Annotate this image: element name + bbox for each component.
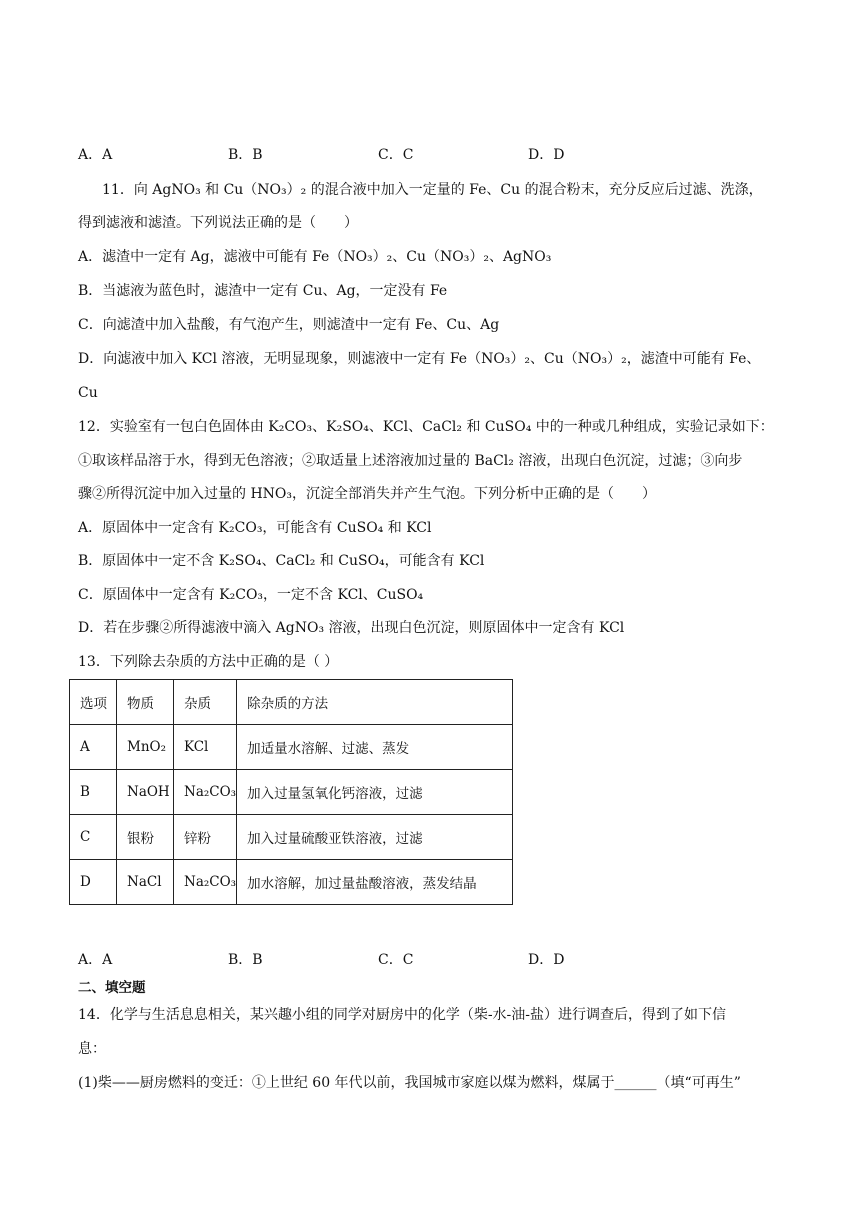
table-row xyxy=(70,815,513,860)
q14-stem-line1: 14．化学与生活息息相关，某兴趣小组的同学对厨房中的化学（柴-水-油-盐）进行调查后，得到了如下信 xyxy=(78,1007,727,1023)
table-cell: 加适量水溶解、过滤、蒸发 xyxy=(237,725,513,770)
table-cell: KCl xyxy=(174,725,237,770)
q12-stem-line1: 12．实验室有一包白色固体由 K₂CO₃、K₂SO₄、KCl、CaCl₂ 和 CuSO₄ 中的一种或几种组成，实验记录如下： xyxy=(78,419,774,435)
table-header-row xyxy=(70,680,513,725)
q13-option-b: B．B xyxy=(228,952,263,968)
q12-option-c: C．原固体中一定含有 K₂CO₃，一定不含 KCl、CuSO₄ xyxy=(78,587,424,603)
table-cell: C xyxy=(70,815,117,860)
q12-stem-line3: 骤②所得沉淀中加入过量的 HNO₃，沉淀全部消失并产生气泡。下列分析中正确的是（ ） xyxy=(78,486,656,502)
q11-option-b: B．当滤液为蓝色时，滤渣中一定有 Cu、Ag，一定没有 Fe xyxy=(78,283,448,299)
q11-stem-line2: 得到滤液和滤渣。下列说法正确的是（ ） xyxy=(78,215,358,231)
q10-option-d: D．D xyxy=(528,147,565,163)
q13-option-c: C．C xyxy=(378,952,414,968)
q10-option-a: A．A xyxy=(78,147,113,163)
table-cell: MnO₂ xyxy=(117,725,174,770)
q12-option-a: A．原固体中一定含有 K₂CO₃，可能含有 CuSO₄ 和 KCl xyxy=(78,520,432,536)
table-cell: NaCl xyxy=(117,860,174,905)
q11-option-c: C．向滤渣中加入盐酸，有气泡产生，则滤渣中一定有 Fe、Cu、Ag xyxy=(78,317,500,333)
q11-stem-line1: 11．向 AgNO₃ 和 Cu（NO₃）₂ 的混合液中加入一定量的 Fe、Cu 的混合粉末，充分反应后过滤、洗涤， xyxy=(102,182,763,198)
table-header-cell: 杂质 xyxy=(174,680,237,725)
table-cell: A xyxy=(70,725,117,770)
table-cell: D xyxy=(70,860,117,905)
table-cell: Na₂CO₃ xyxy=(174,770,237,815)
table-cell: 加入过量氢氧化钙溶液，过滤 xyxy=(237,770,513,815)
q12-option-d: D．若在步骤②所得滤液中滴入 AgNO₃ 溶液，出现白色沉淀，则原固体中一定含有 KCl xyxy=(78,620,625,636)
q10-answer-row xyxy=(78,145,718,165)
q11-option-a: A．滤渣中一定有 Ag，滤液中可能有 Fe（NO₃）₂、Cu（NO₃）₂、AgNO₃ xyxy=(78,249,552,265)
q13-table xyxy=(69,679,513,905)
table-row xyxy=(70,860,513,905)
q13-option-a: A．A xyxy=(78,952,113,968)
q14-stem-line2: 息： xyxy=(78,1041,106,1057)
table-header-cell: 物质 xyxy=(117,680,174,725)
q12-stem-line2: ①取该样品溶于水，得到无色溶液；②取适量上述溶液加过量的 BaCl₂ 溶液，出现白色沉淀，过滤；③向步 xyxy=(78,453,743,469)
q11-option-d-line2: Cu xyxy=(78,385,98,401)
table-cell: B xyxy=(70,770,117,815)
table-cell: 银粉 xyxy=(117,815,174,860)
table-row xyxy=(70,725,513,770)
q14-part1: (1)柴——厨房燃料的变迁：①上世纪 60 年代以前，我国城市家庭以煤为燃料，煤属于______（填“可再生” xyxy=(78,1075,741,1091)
q13-stem: 13．下列除去杂质的方法中正确的是（ ） xyxy=(78,654,339,670)
table-cell: 加水溶解，加过量盐酸溶液，蒸发结晶 xyxy=(237,860,513,905)
q10-option-b: B．B xyxy=(228,147,263,163)
q13-option-d: D．D xyxy=(528,952,565,968)
table-header-cell: 除杂质的方法 xyxy=(237,680,513,725)
table-cell: Na₂CO₃ xyxy=(174,860,237,905)
section-title: 二、填空题 xyxy=(78,980,146,996)
table-cell: NaOH xyxy=(117,770,174,815)
q12-option-b: B．原固体中一定不含 K₂SO₄、CaCl₂ 和 CuSO₄，可能含有 KCl xyxy=(78,553,485,569)
q11-option-d-line1: D．向滤液中加入 KCl 溶液，无明显现象，则滤液中一定有 Fe（NO₃）₂、Cu（NO₃）₂，滤渣中可能有 Fe、 xyxy=(78,351,761,367)
q10-option-c: C．C xyxy=(378,147,414,163)
table-header-cell: 选项 xyxy=(70,680,117,725)
table-cell: 锌粉 xyxy=(174,815,237,860)
q13-answer-row xyxy=(78,950,718,970)
table-cell: 加入过量硫酸亚铁溶液，过滤 xyxy=(237,815,513,860)
table-row xyxy=(70,770,513,815)
